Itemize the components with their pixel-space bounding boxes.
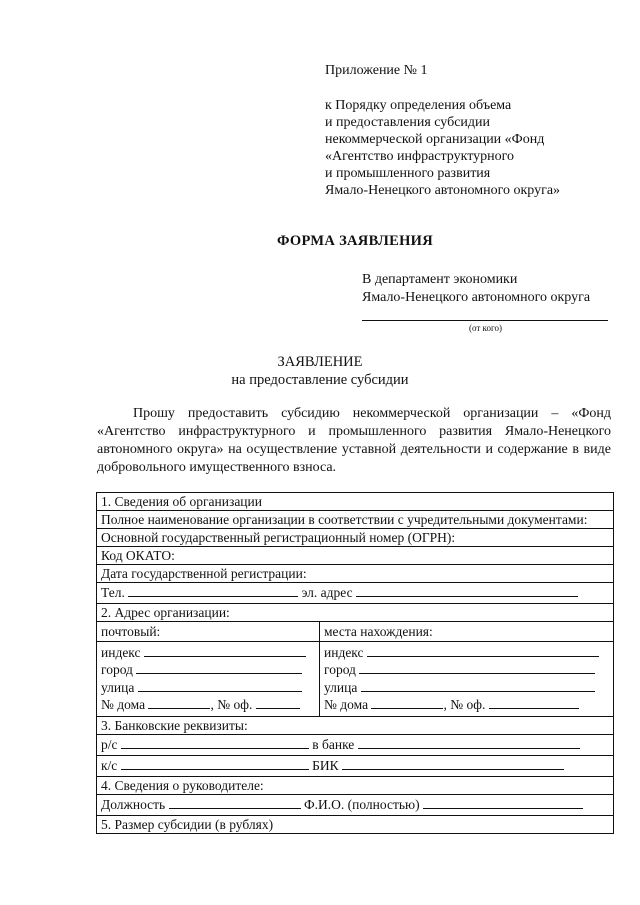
request-paragraph xyxy=(97,405,611,477)
postal-city-field[interactable] xyxy=(136,661,302,674)
section-5-title[interactable]: 5. Размер субсидии (в рублях) xyxy=(101,816,274,832)
fio-label: Ф.И.О. (полностью) xyxy=(303,796,420,812)
location-city-label: город xyxy=(324,662,356,677)
position-field[interactable] xyxy=(169,796,301,809)
form-title: ФОРМА ЗАЯВЛЕНИЯ xyxy=(277,233,433,249)
postal-label: почтовый: xyxy=(97,623,319,642)
okato-row[interactable]: Код ОКАТО: xyxy=(97,547,613,565)
fio-field[interactable] xyxy=(423,796,583,809)
position-label: Должность xyxy=(101,796,166,812)
postal-office-field[interactable] xyxy=(256,696,300,709)
from-whom-line[interactable] xyxy=(362,320,608,321)
from-whom-caption: (от кого) xyxy=(469,323,502,333)
tel-field[interactable] xyxy=(128,584,298,597)
section-1-title: 1. Сведения об организации xyxy=(97,493,613,511)
postal-office-label: , № оф. xyxy=(210,697,253,712)
location-street-field[interactable] xyxy=(361,679,595,692)
reg-date-row[interactable]: Дата государственной регистрации: xyxy=(97,565,613,583)
email-label: эл. адрес xyxy=(301,585,353,600)
addressee-line: В департамент экономики xyxy=(362,272,518,287)
location-city-field[interactable] xyxy=(359,661,595,674)
appendix-line: некоммерческой организации «Фонд xyxy=(325,132,545,147)
addressee-line: Ямало-Ненецкого автономного округа xyxy=(362,290,591,305)
postal-index-field[interactable] xyxy=(144,644,306,657)
email-field[interactable] xyxy=(356,584,578,597)
contacts-row xyxy=(97,583,613,604)
location-office-field[interactable] xyxy=(489,696,579,709)
director-row xyxy=(97,795,613,816)
bank-field[interactable] xyxy=(358,736,580,749)
section-3-title: 3. Банковские реквизиты: xyxy=(97,717,613,735)
postal-city-label: город xyxy=(101,662,133,677)
account-row xyxy=(97,735,613,756)
application-form-table xyxy=(96,492,614,834)
postal-address xyxy=(97,622,320,716)
ogrn-row[interactable]: Основной государственный регистрационный номер (ОГРН): xyxy=(97,529,613,547)
postal-street-field[interactable] xyxy=(138,679,302,692)
bik-field[interactable] xyxy=(342,757,564,770)
location-label: места нахождения: xyxy=(320,623,613,642)
location-address xyxy=(320,622,613,716)
appendix-header xyxy=(325,62,560,199)
corr-field[interactable] xyxy=(121,757,309,770)
addressee xyxy=(362,271,590,307)
bik-label: БИК xyxy=(312,757,339,773)
tel-label: Тел. xyxy=(101,585,125,600)
document-subheading: на предоставление субсидии xyxy=(231,372,409,388)
postal-street-label: улица xyxy=(101,679,135,695)
appendix-line: и промышленного развития xyxy=(325,166,491,181)
account-label: р/с xyxy=(101,736,118,752)
document-title xyxy=(0,353,640,389)
account-field[interactable] xyxy=(121,736,309,749)
document-heading: ЗАЯВЛЕНИЕ xyxy=(277,354,363,370)
section-4-title: 4. Сведения о руководителе: xyxy=(97,777,613,795)
postal-house-label: № дома xyxy=(101,697,146,712)
full-name-row[interactable]: Полное наименование организации в соответствии с учредительными документами: xyxy=(97,511,613,529)
location-street-label: улица xyxy=(324,679,358,695)
corr-label: к/с xyxy=(101,757,118,773)
location-index-label: индекс xyxy=(324,644,364,660)
request-text: Прошу предоставить субсидию некоммерческой организации – «Фонд «Агентство инфраструктурного и промышленного развития Ямало-Ненецкого автономного округа» на осуществление уставной деятельности и содержание в виде добровольного имущественного взноса. xyxy=(97,406,611,475)
location-office-label: , № оф. xyxy=(443,697,486,712)
appendix-line: и предоставления субсидии xyxy=(325,115,491,130)
appendix-line: к Порядку определения объема xyxy=(325,98,512,113)
address-columns xyxy=(97,622,613,717)
appendix-line: Ямало-Ненецкого автономного округа» xyxy=(325,183,561,198)
section-2-title: 2. Адрес организации: xyxy=(97,604,613,622)
bank-label: в банке xyxy=(312,736,355,752)
postal-house-field[interactable] xyxy=(148,696,210,709)
location-house-label: № дома xyxy=(324,697,369,712)
appendix-line: «Агентство инфраструктурного xyxy=(325,149,515,164)
location-house-field[interactable] xyxy=(371,696,443,709)
postal-index-label: индекс xyxy=(101,644,141,660)
appendix-number: Приложение № 1 xyxy=(325,63,428,78)
location-index-field[interactable] xyxy=(367,644,599,657)
corr-row xyxy=(97,756,613,777)
